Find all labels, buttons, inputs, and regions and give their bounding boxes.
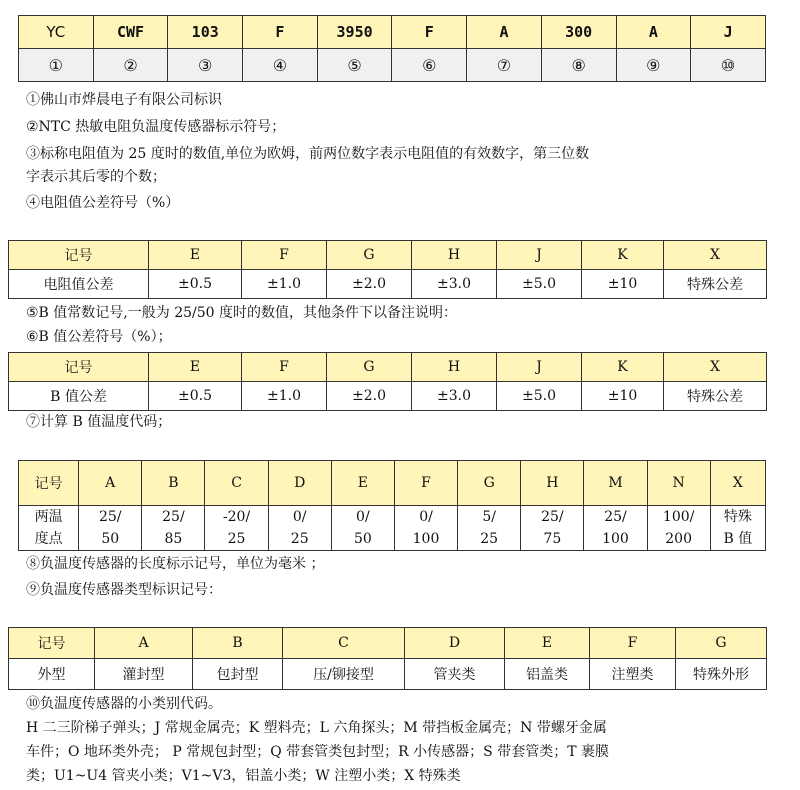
value-top: 5/ [482,509,496,525]
header-cell: M [584,461,647,506]
value-cell: 灌封型 [95,659,193,690]
tolerance-header-row [9,241,767,270]
value-cell [458,506,521,551]
note-3a: ③标称电阻值为 25 度时的数值,单位为欧姆，前两位数字表示电阻值的有效数字，第三位数 [26,146,590,162]
value-cell: ±2.0 [327,270,412,299]
header-cell: 记号 [9,628,95,659]
bvalue-header-row [9,353,767,382]
value-bottom: 100 [602,531,629,547]
header-cell: D [268,461,331,506]
value-bottom: B 值 [723,531,753,547]
value-cell [205,506,268,551]
position-cell: ⑦ [467,49,542,82]
value-top: 特殊 [723,509,752,525]
header-cell: 记号 [9,353,149,382]
row-label-bottom: 度点 [34,531,63,547]
header-cell: E [149,241,242,270]
code-cell: F [243,16,318,49]
header-cell: 记号 [19,461,79,506]
value-top: 0/ [356,509,370,525]
value-bottom: 100 [412,531,440,547]
value-bottom: 50 [353,531,372,547]
header-cell: H [412,353,497,382]
header-cell: N [647,461,710,506]
header-cell: J [497,353,582,382]
value-bottom: 25 [480,531,499,547]
code-cell: A [467,16,542,49]
value-top: 100/ [662,509,695,525]
header-cell: A [79,461,142,506]
value-cell: 包封型 [193,659,283,690]
header-cell: G [676,628,767,659]
position-cell: ④ [243,49,318,82]
header-cell: X [710,461,765,506]
header-cell: K [582,353,664,382]
value-cell [79,506,142,551]
temperature-value-row [19,506,766,551]
header-cell: G [327,241,412,270]
code-cell: 3950 [317,16,392,49]
value-top: 0/ [292,509,307,525]
position-cell: ② [93,49,168,82]
value-bottom: 85 [164,531,183,547]
value-top: -20/ [222,509,251,525]
value-cell: ±10 [582,382,664,411]
value-cell: 特殊公差 [664,382,767,411]
value-cell: ±5.0 [497,270,582,299]
value-bottom: 50 [101,531,120,547]
header-cell: D [405,628,505,659]
code-cell: A [616,16,691,49]
note-10: ⑩负温度传感器的小类别代码。 [26,696,222,712]
header-cell: H [412,241,497,270]
header-cell: B [142,461,205,506]
code-row [19,16,766,49]
header-cell: E [331,461,394,506]
type-table [8,627,767,690]
value-cell: ±1.0 [242,382,327,411]
temperature-header-row [19,461,766,506]
value-bottom: 25 [227,531,246,547]
header-cell: F [394,461,457,506]
value-cell: B 值公差 [9,382,149,411]
value-cell: ±10 [582,270,664,299]
position-cell: ⑧ [541,49,616,82]
value-cell [142,506,205,551]
note-8: ⑧负温度传感器的长度标示记号，单位为毫米 ； [26,556,325,572]
header-cell: G [458,461,521,506]
value-cell: 铝盖类 [505,659,590,690]
header-cell: X [664,353,767,382]
header-cell: E [149,353,242,382]
value-cell: 电阻值公差 [9,270,149,299]
value-cell [331,506,394,551]
note-6: ⑥B 值公差符号（%）； [26,329,172,345]
type-value-row [9,659,767,690]
bvalue-value-row [9,382,767,411]
note-4: ④电阻值公差符号（%） [26,195,180,211]
note-11a: H 二三阶梯子弹头；J 常规金属壳；K 塑料壳；L 六角探头；M 带挡板金属壳；N 带螺牙金属 [26,720,607,736]
position-row [19,49,766,82]
value-cell [394,506,457,551]
value-top: 0/ [419,509,433,525]
value-cell [584,506,647,551]
value-bottom: 200 [665,531,692,547]
header-cell: 记号 [9,241,149,270]
code-cell: 300 [541,16,616,49]
note-5: ⑤B 值常数记号,一般为 25/50 度时的数值，其他条件下以备注说明： [26,305,457,321]
bvalue-table [8,352,767,411]
note-11c: 类；U1~U4 管夹小类；V1~V3，铝盖小类；W 注塑小类；X 特殊类 [26,768,461,784]
tolerance-table [8,240,767,299]
header-cell: C [283,628,405,659]
header-cell: A [95,628,193,659]
row-label-top: 两温 [34,509,63,525]
note-11b: 车件；O 地环类外壳； P 常规包封型；Q 带套管类包封型；R 小传感器；S 带套管类；T 裹膜 [26,744,609,760]
header-cell: F [590,628,676,659]
value-bottom: 25 [290,531,309,547]
value-cell: ±2.0 [327,382,412,411]
value-top: 25/ [162,509,185,525]
value-cell [647,506,710,551]
value-cell: ±3.0 [412,382,497,411]
header-cell: H [521,461,584,506]
header-cell: C [205,461,268,506]
header-cell: F [242,241,327,270]
type-header-row [9,628,767,659]
value-cell: 压/铆接型 [283,659,405,690]
header-cell: G [327,353,412,382]
code-cell: J [691,16,766,49]
note-2: ②NTC 热敏电阻负温度传感器标示符号； [26,119,286,135]
value-cell [710,506,765,551]
position-cell: ⑩ [691,49,766,82]
header-cell: K [582,241,664,270]
position-cell: ① [19,49,94,82]
temperature-table [18,460,766,551]
note-3b: 字表示其后零的个数； [26,169,166,185]
row-label-cell [19,506,79,551]
code-cell: 103 [168,16,243,49]
value-cell [521,506,584,551]
header-cell: E [505,628,590,659]
position-cell: ⑥ [392,49,467,82]
position-cell: ⑤ [317,49,392,82]
value-cell: 特殊外形 [676,659,767,690]
code-cell: F [392,16,467,49]
note-9: ⑨负温度传感器类型标识记号： [26,582,222,598]
value-cell [268,506,331,551]
value-bottom: 75 [543,531,562,547]
value-cell: ±5.0 [497,382,582,411]
value-top: 25/ [98,509,122,525]
code-table [18,15,766,82]
position-cell: ③ [168,49,243,82]
code-cell: YC [19,16,94,49]
note-1: ①佛山市烨晨电子有限公司标识 [26,92,222,108]
value-cell: ±0.5 [149,382,242,411]
value-cell: 外型 [9,659,95,690]
value-top: 25/ [604,509,627,525]
value-cell: ±1.0 [242,270,327,299]
value-cell: 注塑类 [590,659,676,690]
code-cell: CWF [93,16,168,49]
tolerance-value-row [9,270,767,299]
value-cell: 特殊公差 [664,270,767,299]
note-7: ⑦计算 B 值温度代码； [26,414,172,430]
value-top: 25/ [541,509,564,525]
value-cell: ±0.5 [149,270,242,299]
value-cell: 管夹类 [405,659,505,690]
value-cell: ±3.0 [412,270,497,299]
header-cell: J [497,241,582,270]
header-cell: B [193,628,283,659]
position-cell: ⑨ [616,49,691,82]
header-cell: X [664,241,767,270]
header-cell: F [242,353,327,382]
